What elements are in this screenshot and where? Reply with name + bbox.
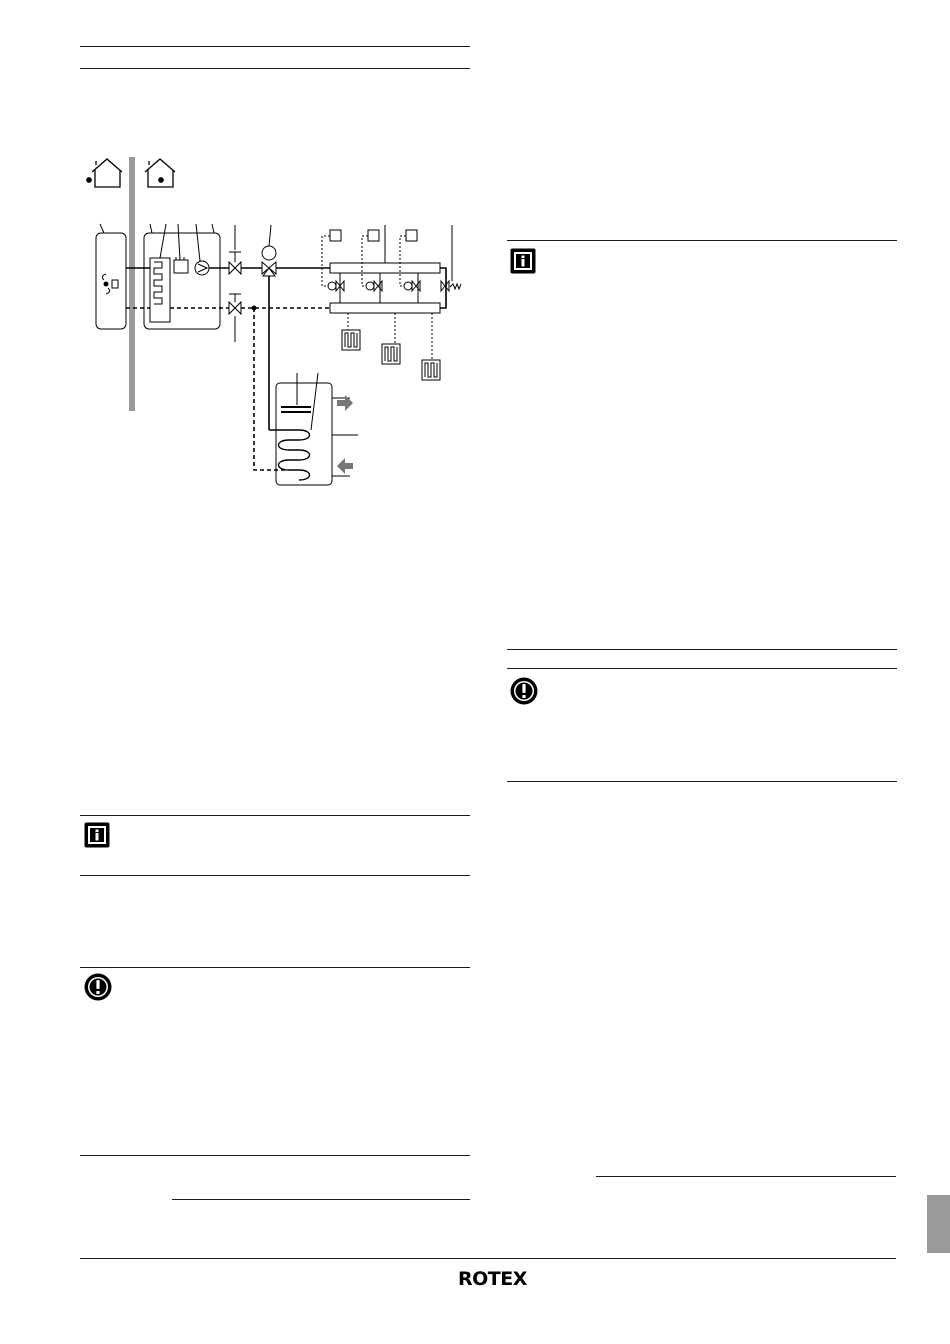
house-icon — [87, 159, 122, 187]
note-rule — [507, 781, 897, 782]
section-rule — [507, 649, 897, 650]
note-rule — [80, 1155, 470, 1156]
return-line — [126, 308, 330, 470]
three-way-valve — [262, 225, 276, 276]
thermostat — [368, 230, 379, 241]
outdoor-unit — [96, 224, 126, 329]
building-wall — [129, 157, 135, 411]
underfloor-loop — [342, 313, 360, 350]
footer-rule — [80, 1258, 896, 1259]
section-rule — [80, 68, 470, 69]
shutoff-valve — [229, 225, 241, 274]
underfloor-loop — [422, 313, 440, 380]
shutoff-valve — [229, 294, 241, 342]
warning-icon — [510, 677, 538, 705]
chapter-tab — [927, 1195, 950, 1253]
section-rule — [80, 46, 470, 47]
brand-logo: ROTEX — [458, 1268, 527, 1290]
heating-system-schematic — [78, 150, 478, 495]
underfloor-loop — [382, 313, 400, 364]
table-rule — [172, 1199, 470, 1200]
thermostat — [406, 230, 417, 241]
info-icon — [510, 248, 536, 274]
warning-icon — [84, 973, 112, 1001]
manifold — [330, 263, 440, 313]
indoor-unit — [144, 224, 220, 329]
note-rule — [80, 967, 470, 968]
note-rule — [80, 875, 470, 876]
note-rule — [507, 668, 897, 669]
house-icon — [145, 159, 175, 187]
note-rule — [507, 240, 897, 241]
note-rule — [80, 815, 470, 816]
table-rule — [596, 1176, 896, 1177]
thermostat — [330, 230, 341, 241]
info-icon — [84, 822, 110, 848]
